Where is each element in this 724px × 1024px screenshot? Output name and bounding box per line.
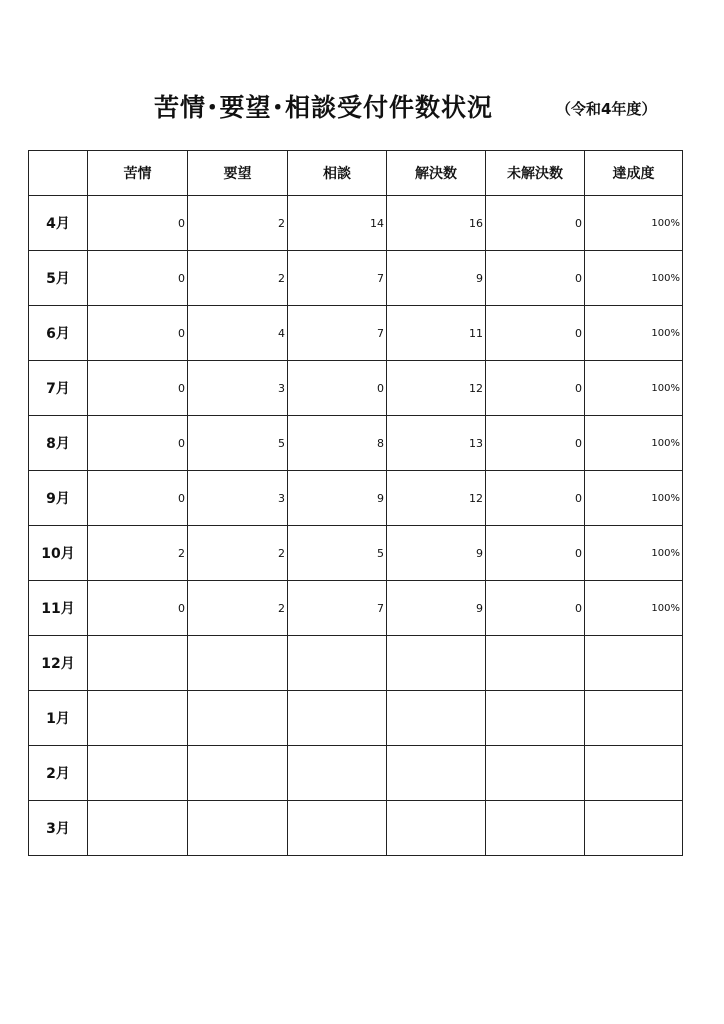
consultations-cell: 9 [288, 471, 387, 526]
complaints-cell: 0 [88, 471, 188, 526]
consultations-cell [288, 691, 387, 746]
complaints-cell: 0 [88, 361, 188, 416]
unresolved-cell [486, 801, 585, 856]
consultations-cell: 7 [288, 581, 387, 636]
fiscal-year-label: （令和4年度） [556, 100, 657, 118]
unresolved-cell: 0 [486, 196, 585, 251]
header-achievement-rate: 達成度 [585, 151, 683, 196]
unresolved-cell: 0 [486, 251, 585, 306]
consultations-cell: 7 [288, 306, 387, 361]
table-row [29, 581, 683, 636]
month-cell: 10月 [29, 526, 88, 581]
month-cell: 4月 [29, 196, 88, 251]
header-consultations: 相談 [288, 151, 387, 196]
complaints-cell [88, 801, 188, 856]
complaints-cell: 0 [88, 581, 188, 636]
unresolved-cell: 0 [486, 471, 585, 526]
complaints-cell [88, 636, 188, 691]
requests-cell [188, 801, 288, 856]
resolved-cell [387, 636, 486, 691]
requests-cell: 5 [188, 416, 288, 471]
table-row [29, 416, 683, 471]
month-cell: 2月 [29, 746, 88, 801]
consultations-cell: 14 [288, 196, 387, 251]
complaints-cell: 0 [88, 306, 188, 361]
resolved-cell [387, 801, 486, 856]
resolved-cell: 12 [387, 471, 486, 526]
table-row [29, 746, 683, 801]
achievement-rate-cell [585, 746, 683, 801]
requests-cell: 3 [188, 471, 288, 526]
unresolved-cell [486, 746, 585, 801]
table-row [29, 636, 683, 691]
month-cell: 3月 [29, 801, 88, 856]
header-unresolved: 未解決数 [486, 151, 585, 196]
requests-cell: 2 [188, 251, 288, 306]
table-row [29, 801, 683, 856]
resolved-cell: 16 [387, 196, 486, 251]
consultations-cell: 0 [288, 361, 387, 416]
complaints-cell [88, 691, 188, 746]
resolved-cell: 12 [387, 361, 486, 416]
complaints-cell: 0 [88, 416, 188, 471]
header-complaints: 苦情 [88, 151, 188, 196]
month-cell: 1月 [29, 691, 88, 746]
requests-cell: 2 [188, 581, 288, 636]
month-cell: 11月 [29, 581, 88, 636]
requests-cell: 3 [188, 361, 288, 416]
achievement-rate-cell [585, 691, 683, 746]
complaints-cell: 0 [88, 196, 188, 251]
complaints-cell: 0 [88, 251, 188, 306]
page-title: 苦情･要望･相談受付件数状況 [154, 93, 494, 122]
month-cell: 7月 [29, 361, 88, 416]
requests-cell [188, 691, 288, 746]
consultations-cell [288, 801, 387, 856]
requests-cell [188, 746, 288, 801]
table-row [29, 526, 683, 581]
table-row [29, 196, 683, 251]
resolved-cell: 11 [387, 306, 486, 361]
requests-cell: 2 [188, 526, 288, 581]
resolved-cell: 13 [387, 416, 486, 471]
header-resolved: 解決数 [387, 151, 486, 196]
table-row [29, 361, 683, 416]
table-row [29, 691, 683, 746]
header-blank [29, 151, 88, 196]
unresolved-cell [486, 691, 585, 746]
achievement-rate-cell: 100% [585, 471, 683, 526]
consultations-cell [288, 746, 387, 801]
resolved-cell: 9 [387, 251, 486, 306]
month-cell: 9月 [29, 471, 88, 526]
achievement-rate-cell: 100% [585, 581, 683, 636]
unresolved-cell: 0 [486, 416, 585, 471]
table-row [29, 251, 683, 306]
resolved-cell: 9 [387, 526, 486, 581]
requests-cell: 2 [188, 196, 288, 251]
consultations-cell [288, 636, 387, 691]
achievement-rate-cell: 100% [585, 416, 683, 471]
achievement-rate-cell [585, 801, 683, 856]
table-row [29, 471, 683, 526]
resolved-cell [387, 746, 486, 801]
month-cell: 12月 [29, 636, 88, 691]
complaint-status-table [28, 150, 683, 856]
consultations-cell: 8 [288, 416, 387, 471]
achievement-rate-cell: 100% [585, 526, 683, 581]
month-cell: 5月 [29, 251, 88, 306]
unresolved-cell: 0 [486, 306, 585, 361]
consultations-cell: 7 [288, 251, 387, 306]
requests-cell [188, 636, 288, 691]
table-row [29, 306, 683, 361]
unresolved-cell: 0 [486, 361, 585, 416]
unresolved-cell [486, 636, 585, 691]
month-cell: 6月 [29, 306, 88, 361]
complaints-cell [88, 746, 188, 801]
achievement-rate-cell: 100% [585, 251, 683, 306]
table-header-row [29, 151, 683, 196]
achievement-rate-cell: 100% [585, 361, 683, 416]
achievement-rate-cell: 100% [585, 306, 683, 361]
complaints-cell: 2 [88, 526, 188, 581]
unresolved-cell: 0 [486, 581, 585, 636]
achievement-rate-cell [585, 636, 683, 691]
achievement-rate-cell: 100% [585, 196, 683, 251]
header-requests: 要望 [188, 151, 288, 196]
resolved-cell [387, 691, 486, 746]
unresolved-cell: 0 [486, 526, 585, 581]
consultations-cell: 5 [288, 526, 387, 581]
requests-cell: 4 [188, 306, 288, 361]
resolved-cell: 9 [387, 581, 486, 636]
month-cell: 8月 [29, 416, 88, 471]
